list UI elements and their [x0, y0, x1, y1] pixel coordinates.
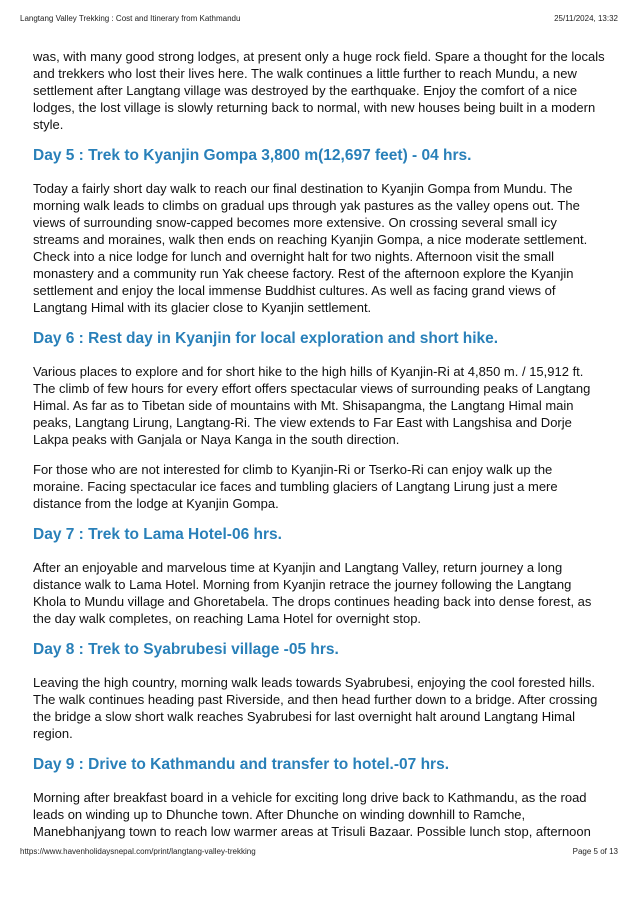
document-title: Langtang Valley Trekking : Cost and Itinerary from Kathmandu — [20, 14, 241, 23]
day-heading: Day 6 : Rest day in Kyanjin for local exploration and short hike. — [33, 330, 499, 347]
print-footer — [20, 847, 618, 861]
day-paragraph: Various places to explore and for short hike to the high hills of Kyanjin-Ri at 4,850 m. / 15,912 ft. The climb of few hours for every effort offers spectacular views of surrounding peaks of Langtang Himal. As far as to Tibetan side of mountains with Mt. Shisapangma, the Langtang Himal main peaks, Langtang Lirung, Langtang-Ri. The view extends to Far East with Langshisa and Dorje Lakpa peaks with Ganjala or Naya Kanga in the south direction. — [33, 364, 591, 447]
day-heading: Day 7 : Trek to Lama Hotel-06 hrs. — [33, 526, 282, 543]
day-paragraph: Today a fairly short day walk to reach our final destination to Kyanjin Gompa from Mundu. The morning walk leads to climbs on gradual ups through yak pastures as the valley opens out. The views of surrounding snow-capped becomes more extensive. On crossing several small icy streams and moraines, walk then ends on reaching Kyanjin Gompa, a nice moderate settlement. Check into a nice lodge for lunch and overnight halt for two nights. Afternoon visit the small monastery and a community run Yak cheese factory. Rest of the afternoon explore the Kyanjin settlement and enjoy the local immense Buddhist cultures. As well as facing grand views of Langtang Himal with its glacier close to Kyanjin settlement. — [33, 181, 588, 315]
print-datetime: 25/11/2024, 13:32 — [554, 14, 618, 23]
day-5-section — [33, 146, 605, 316]
day-6-section — [33, 329, 605, 512]
day-7-section — [33, 525, 605, 627]
day-heading: Day 5 : Trek to Kyanjin Gompa 3,800 m(12,697 feet) - 04 hrs. — [33, 147, 472, 164]
page-number: Page 5 of 13 — [572, 847, 618, 856]
intro-paragraph: was, with many good strong lodges, at present only a huge rock field. Spare a thought for the locals and trekkers who lost their lives here. The walk continues a little further to reach Mundu, a new settlement after Langtang village was destroyed by the earthquake. Enjoy the comfort of a nice lodges, the lost village is slowly returning back to normal, with new houses being built in a modern style. — [33, 49, 605, 132]
day-paragraph: Leaving the high country, morning walk leads towards Syabrubesi, enjoying the cool forested hills. The walk continues heading past Riverside, and then head further down to a bridge. After crossing the bridge a slow short walk reaches Syabrubesi for last overnight halt around Langtang Himal region. — [33, 675, 598, 741]
day-heading: Day 8 : Trek to Syabrubesi village -05 hrs. — [33, 641, 339, 658]
day-paragraph: For those who are not interested for climb to Kyanjin-Ri or Tserko-Ri can enjoy walk up the moraine. Facing spectacular ice faces and tumbling glaciers of Langtang Lirung just a mere distance from the lodge at Kyanjin Gompa. — [33, 462, 558, 511]
day-paragraph: Morning after breakfast board in a vehicle for exciting long drive back to Kathmandu, as the road leads on winding up to Dhunche town. After Dhunche on winding downhill to Ramche, Manebhanjyang town to reach low warmer areas at Trisuli Bazaar. Possible lunch stop, afternoon — [33, 790, 591, 839]
day-8-section — [33, 640, 605, 742]
itinerary-content — [33, 48, 605, 853]
day-paragraph: After an enjoyable and marvelous time at Kyanjin and Langtang Valley, return journey a long distance walk to Lama Hotel. Morning from Kyanjin retrace the journey following the Langtang Khola to Mundu village and Ghoretabela. The drops continues heading back into dense forest, as the day walk completes, on reaching Lama Hotel for overnight stop. — [33, 560, 592, 626]
day-heading: Day 9 : Drive to Kathmandu and transfer to hotel.-07 hrs. — [33, 756, 449, 773]
day-9-section — [33, 755, 605, 840]
print-header — [20, 14, 618, 28]
source-url-link[interactable]: https://www.havenholidaysnepal.com/print/langtang-valley-trekking — [20, 847, 256, 856]
